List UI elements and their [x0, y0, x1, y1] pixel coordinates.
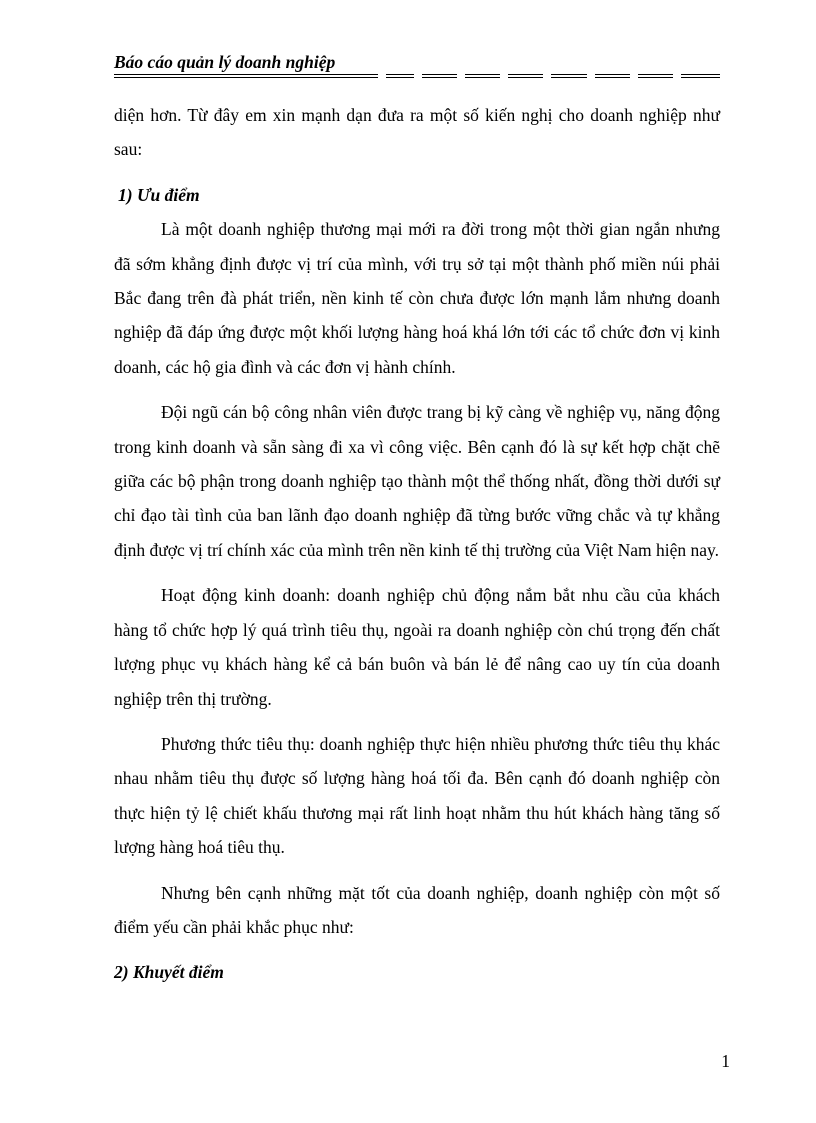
body-paragraph: Phương thức tiêu thụ: doanh nghiệp thực hiện nhiều phương thức tiêu thụ khác nhau nhằm tiêu thụ được số lượng hàng hoá tối đa. Bên cạnh đó doanh nghiệp còn thực hiện tỷ lệ chiết khấu thương mại rất linh hoạt nhằm thu hút khách hàng tăng số lượng hàng hoá tiêu thụ. — [114, 733, 720, 858]
section-heading-advantages: 1) Ưu điểm — [118, 184, 200, 205]
intro-paragraph: diện hơn. Từ đây em xin mạnh dạn đưa ra một số kiến nghị cho doanh nghiệp như sau: — [114, 105, 720, 160]
page-header — [114, 52, 720, 82]
section-heading-weaknesses: 2) Khuyết điểm — [114, 962, 224, 983]
body-paragraph: Nhưng bên cạnh những mặt tốt của doanh nghiệp, doanh nghiệp còn một số điểm yếu cần phải khắc phục như: — [114, 882, 720, 937]
body-paragraph: Là một doanh nghiệp thương mại mới ra đời trong một thời gian ngắn nhưng đã sớm khẳng định được vị trí của mình, với trụ sở tại một thành phố miền núi phải Bắc đang trên đà phát triển, nền kinh tế còn chưa được lớn mạnh lắm nhưng doanh nghiệp đã đáp ứng được một khối lượng hàng hoá khá lớn tới các tổ chức đơn vị kinh doanh, các hộ gia đình và các đơn vị hành chính. — [114, 219, 720, 377]
page-number: 1 — [721, 1051, 730, 1071]
document-body — [114, 98, 720, 990]
body-paragraph: Đội ngũ cán bộ công nhân viên được trang bị kỹ càng về nghiệp vụ, năng động trong kinh doanh và sẵn sàng đi xa vì công việc. Bên cạnh đó là sự kết hợp chặt chẽ giữa các bộ phận trong doanh nghiệp tạo thành một thể thống nhất, đồng thời dưới sự chỉ đạo tài tình của ban lãnh đạo doanh nghiệp đã từng bước vững chắc và tự khẳng định được vị trí chính xác của mình trên nền kinh tế thị trường của Việt Nam hiện nay. — [114, 402, 720, 560]
body-paragraph: Hoạt động kinh doanh: doanh nghiệp chủ động nắm bắt nhu cầu của khách hàng tổ chức hợp lý quá trình tiêu thụ, ngoài ra doanh nghiệp còn chú trọng đến chất lượng phục vụ khách hàng kể cả bán buôn và bán lẻ để nâng cao uy tín của doanh nghiệp trên thị trường. — [114, 585, 720, 709]
header-title: Báo cáo quản lý doanh nghiệp — [114, 52, 336, 72]
